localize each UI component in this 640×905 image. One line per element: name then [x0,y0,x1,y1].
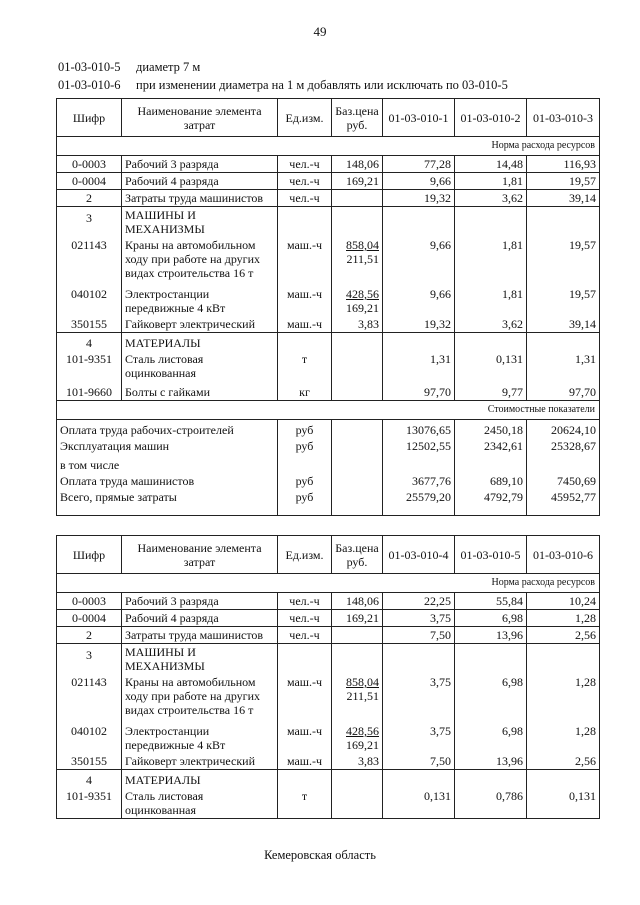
cell-value: 1,81 [455,173,527,190]
col-unit: Ед.изм. [278,99,332,137]
cell-code: 101-9660 [57,381,122,401]
cell-code: 101-9351 [57,788,122,819]
intro-code: 01-03-010-5 [58,60,121,74]
cell-name: Сталь листовая оцинкованная [122,351,278,381]
cell-value: 7,50 [383,753,455,770]
cell-name: Сталь листовая оцинкованная [122,788,278,819]
price-bottom: 211,51 [346,689,379,703]
cell-name: Краны на автомобильном ходу при работе на других видах строительства 16 т [122,674,278,718]
cell-value: 10,24 [527,593,600,610]
cell-empty [383,333,455,352]
col-code: 01-03-010-3 [527,99,600,137]
cell-value: 19,32 [383,190,455,207]
page-number: 49 [313,24,327,39]
cost-row [57,454,600,473]
cell-empty [278,333,332,352]
cell-value: 55,84 [455,593,527,610]
cell-name: Рабочий 4 разряда [122,173,278,190]
cell-price [332,381,383,401]
cell-unit: т [278,351,332,381]
cell-code: 4 [57,333,122,352]
cell-code: 0-0004 [57,610,122,627]
cell-price [332,627,383,644]
cell-unit: т [278,788,332,819]
cell-empty [527,454,600,473]
table-row [57,237,600,281]
col-unit: Ед.изм. [278,536,332,574]
cell-price [332,237,383,281]
col-shifr: Шифр [57,99,122,137]
cell-empty [455,207,527,238]
cell-value: 6,98 [455,718,527,753]
table-row [57,718,600,753]
cost-label-row [57,401,600,420]
cell-value: 14,48 [455,156,527,173]
cell-empty [332,473,383,489]
cell-value: 3,75 [383,610,455,627]
col-name: Наименование элемента затрат [122,99,278,137]
cell-name: Гайковерт электрический [122,753,278,770]
cell-unit: чел.-ч [278,156,332,173]
table-row [57,156,600,173]
cell-unit: маш.-ч [278,281,332,316]
cell-code: 101-9351 [57,351,122,381]
table-row [57,351,600,381]
table-row [57,593,600,610]
cell-unit: чел.-ч [278,593,332,610]
cell-code: 0-0003 [57,593,122,610]
cell-price [332,788,383,819]
cell-value: 9,66 [383,237,455,281]
intro-code: 01-03-010-6 [58,78,121,92]
cell-value: 13,96 [455,753,527,770]
cell-empty [383,454,455,473]
cell-price: 3,83 [332,753,383,770]
cost-value: 45952,77 [527,489,600,515]
cell-code: 040102 [57,718,122,753]
table-row [57,173,600,190]
cell-empty [383,644,455,675]
cell-code: 2 [57,627,122,644]
cell-empty [332,644,383,675]
cell-empty [332,489,383,515]
cell-value: 1,31 [383,351,455,381]
cell-value: 2,56 [527,753,600,770]
cell-unit: маш.-ч [278,718,332,753]
footer-region: Кемеровская область [264,848,376,862]
cost-row [57,489,600,515]
cell-value: 0,786 [455,788,527,819]
cell-unit: маш.-ч [278,674,332,718]
table-row [57,190,600,207]
cell-value: 39,14 [527,316,600,333]
cell-name: Электростанции передвижные 4 кВт [122,281,278,316]
cell-empty [332,207,383,238]
cost-unit: руб [278,420,332,439]
cell-code: 0-0004 [57,173,122,190]
cost-value: 7450,69 [527,473,600,489]
table-row [57,788,600,819]
estimate-table-1 [56,98,600,516]
cell-unit: маш.-ч [278,753,332,770]
cell-empty [332,454,383,473]
cell-value: 0,131 [383,788,455,819]
cost-value: 4792,79 [455,489,527,515]
cell-empty [332,420,383,439]
cell-name: Затраты труда машинистов [122,627,278,644]
cell-value: 97,70 [383,381,455,401]
price-top: 858,04 [346,238,379,252]
col-code: 01-03-010-4 [383,536,455,574]
cell-empty [332,333,383,352]
cell-empty [332,770,383,789]
cell-unit: маш.-ч [278,237,332,281]
cell-unit: чел.-ч [278,173,332,190]
cell-value: 116,93 [527,156,600,173]
cell-value: 3,62 [455,316,527,333]
cell-value: 39,14 [527,190,600,207]
cell-price [332,718,383,753]
cell-name: Болты с гайками [122,381,278,401]
cost-unit: руб [278,489,332,515]
col-code: 01-03-010-5 [455,536,527,574]
cell-code: 350155 [57,753,122,770]
cell-value: 19,57 [527,237,600,281]
col-shifr: Шифр [57,536,122,574]
cell-value: 6,98 [455,674,527,718]
cell-unit: кг [278,381,332,401]
cell-empty [332,438,383,454]
cost-value: 2450,18 [455,420,527,439]
cell-value: 1,31 [527,351,600,381]
group-title: МАШИНЫ И МЕХАНИЗМЫ [122,644,278,675]
estimate-table-2 [56,535,600,819]
cell-name: Рабочий 3 разряда [122,156,278,173]
table-row [57,281,600,316]
cell-value: 3,62 [455,190,527,207]
cost-value: 689,10 [455,473,527,489]
header-row [57,99,600,137]
cost-value: 12502,55 [383,438,455,454]
group-title: МАТЕРИАЛЫ [122,333,278,352]
table-row [57,381,600,401]
cell-name: Краны на автомобильном ходу при работе на других видах строительства 16 т [122,237,278,281]
cell-value: 77,28 [383,156,455,173]
cost-name: Эксплуатация машин [57,438,278,454]
cost-name: в том числе [57,454,278,473]
cell-empty [527,207,600,238]
price-bottom: 211,51 [346,252,379,266]
cost-value: 13076,65 [383,420,455,439]
cell-name: Электростанции передвижные 4 кВт [122,718,278,753]
cell-value: 9,66 [383,281,455,316]
cell-code: 4 [57,770,122,789]
col-code: 01-03-010-2 [455,99,527,137]
cell-unit: чел.-ч [278,190,332,207]
cost-name: Всего, прямые затраты [57,489,278,515]
cost-value: 20624,10 [527,420,600,439]
cell-code: 040102 [57,281,122,316]
price-top: 428,56 [346,287,379,301]
cell-value: 3,75 [383,674,455,718]
cost-label: Стоимостные показатели [57,401,600,420]
cost-value: 25328,67 [527,438,600,454]
table-row [57,610,600,627]
intro-text: диаметр 7 м [136,60,201,74]
intro-line-1 [58,60,200,75]
cell-price [332,351,383,381]
cell-value: 7,50 [383,627,455,644]
cell-name: Рабочий 3 разряда [122,593,278,610]
group-row [57,644,600,675]
cell-unit: чел.-ч [278,627,332,644]
cost-row [57,420,600,439]
cost-value: 25579,20 [383,489,455,515]
cell-unit: чел.-ч [278,610,332,627]
cell-price: 169,21 [332,173,383,190]
group-row [57,333,600,352]
cell-value: 13,96 [455,627,527,644]
intro-text: при изменении диаметра на 1 м добавлять или исключать по 03-010-5 [136,78,508,92]
cell-empty [383,207,455,238]
cost-value: 3677,76 [383,473,455,489]
cell-code: 2 [57,190,122,207]
cell-empty [455,333,527,352]
table-row [57,627,600,644]
norm-label: Норма расхода ресурсов [57,137,600,156]
norm-label-row [57,137,600,156]
cell-price: 148,06 [332,156,383,173]
cell-value: 9,77 [455,381,527,401]
table-row [57,674,600,718]
cell-empty [455,644,527,675]
cell-empty [527,770,600,789]
cell-value: 2,56 [527,627,600,644]
cell-value: 0,131 [455,351,527,381]
cell-value: 19,57 [527,173,600,190]
cost-row [57,473,600,489]
cell-empty [527,333,600,352]
cell-empty [278,770,332,789]
cell-code: 3 [57,644,122,675]
group-row [57,207,600,238]
cell-name: Затраты труда машинистов [122,190,278,207]
cell-value: 1,28 [527,674,600,718]
cell-price: 148,06 [332,593,383,610]
cell-unit: маш.-ч [278,316,332,333]
cell-name: Гайковерт электрический [122,316,278,333]
norm-label-row [57,574,600,593]
table-row [57,316,600,333]
cell-value: 19,57 [527,281,600,316]
cell-empty [455,454,527,473]
cell-empty [278,207,332,238]
cell-price: 169,21 [332,610,383,627]
cell-name: Рабочий 4 разряда [122,610,278,627]
price-top: 428,56 [346,724,379,738]
cell-code: 0-0003 [57,156,122,173]
cell-code: 3 [57,207,122,238]
cell-value: 9,66 [383,173,455,190]
header-row [57,536,600,574]
cell-value: 3,75 [383,718,455,753]
cell-value: 1,28 [527,718,600,753]
price-top: 858,04 [346,675,379,689]
cell-price: 3,83 [332,316,383,333]
cost-unit: руб [278,473,332,489]
table-row [57,753,600,770]
cell-value: 6,98 [455,610,527,627]
cell-code: 021143 [57,674,122,718]
col-code: 01-03-010-6 [527,536,600,574]
group-title: МАШИНЫ И МЕХАНИЗМЫ [122,207,278,238]
cost-value: 2342,61 [455,438,527,454]
cell-empty [278,454,332,473]
cell-value: 97,70 [527,381,600,401]
cell-empty [527,644,600,675]
intro-line-2 [58,78,508,93]
cell-empty [383,770,455,789]
cost-name: Оплата труда машинистов [57,473,278,489]
cell-value: 1,81 [455,281,527,316]
cell-value: 22,25 [383,593,455,610]
cost-name: Оплата труда рабочих-строителей [57,420,278,439]
cell-value: 1,81 [455,237,527,281]
norm-label: Норма расхода ресурсов [57,574,600,593]
cell-value: 1,28 [527,610,600,627]
col-name: Наименование элемента затрат [122,536,278,574]
cost-row [57,438,600,454]
group-title: МАТЕРИАЛЫ [122,770,278,789]
cell-price [332,281,383,316]
cell-value: 0,131 [527,788,600,819]
price-bottom: 169,21 [346,301,379,315]
cell-price [332,674,383,718]
cell-empty [455,770,527,789]
group-row [57,770,600,789]
cell-price [332,190,383,207]
cell-code: 021143 [57,237,122,281]
cell-code: 350155 [57,316,122,333]
cost-unit: руб [278,438,332,454]
col-base-price: Баз.цена руб. [332,536,383,574]
cell-value: 19,32 [383,316,455,333]
col-code: 01-03-010-1 [383,99,455,137]
cell-empty [278,644,332,675]
price-bottom: 169,21 [346,738,379,752]
col-base-price: Баз.цена руб. [332,99,383,137]
